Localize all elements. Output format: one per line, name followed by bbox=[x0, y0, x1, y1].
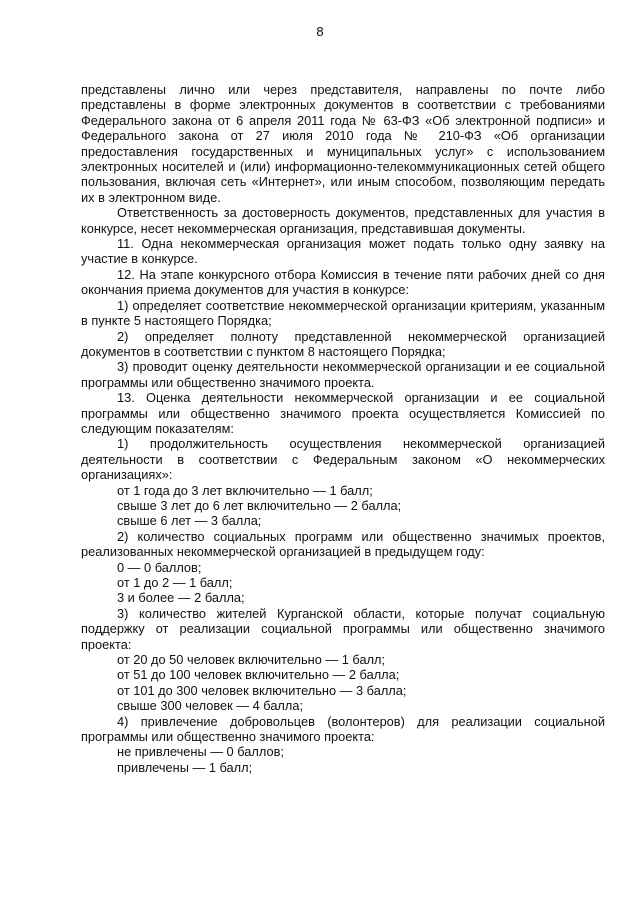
score-line: от 20 до 50 человек включительно — 1 балл; bbox=[117, 652, 386, 668]
document-body bbox=[81, 82, 605, 775]
paragraph: 11. Одна некоммерческая организация может подать только одну заявку на участие в конкурсе. bbox=[81, 236, 605, 267]
score-line: свыше 6 лет — 3 балла; bbox=[117, 513, 262, 529]
paragraph: 12. На этапе конкурсного отбора Комиссия в течение пяти рабочих дней со дня окончания приема документов для участия в конкурсе: bbox=[81, 266, 605, 298]
paragraph: 13. Оценка деятельности некоммерческой организации и ее социальной программы или общественно значимого проекта осуществляется Комиссией по следующим показателям: bbox=[81, 390, 605, 436]
score-line: от 101 до 300 человек включительно — 3 балла; bbox=[117, 682, 407, 698]
score-line: от 1 года до 3 лет включительно — 1 балл; bbox=[117, 482, 373, 498]
paragraph: 3) количество жителей Курганской области, которые получат социальную поддержку от реализации социальной программы или общественно значимого проекта: bbox=[81, 605, 605, 652]
score-line: 3 и более — 2 балла; bbox=[117, 590, 245, 606]
paragraph: представлены лично или через представителя, направлены по почте либо представлены в форме электронных документов в соответствии с требованиями Федерального закона от 6 апреля 2011 года № 63-ФЗ «Об электронной подписи» и Федерального закона от 27 июля 2010 года № 210-ФЗ «Об организации предоставления государственных и муниципальных услуг» с использованием электронных носителей и (или) информационно-телекоммуникационных сетей общего пользования, включая сеть «Интернет», или иным способом, позволяющим передать их в электронном виде. bbox=[81, 82, 605, 205]
page-number: 8 bbox=[316, 24, 324, 39]
paragraph: 3) проводит оценку деятельности некоммерческой организации и ее социальной программы или общественно значимого проекта. bbox=[81, 359, 605, 390]
paragraph: 2) количество социальных программ или общественно значимых проектов, реализованных некоммерческой организацией в предыдущем году: bbox=[81, 528, 605, 560]
paragraph: 2) определяет полноту представленной некоммерческой организацией документов в соответствии с пунктом 8 настоящего Порядка; bbox=[81, 328, 605, 359]
paragraph: 1) продолжительность осуществления некоммерческой организацией деятельности в соответствии с Федеральным законом «О некоммерческих организациях»: bbox=[81, 436, 605, 483]
score-line: 0 — 0 баллов; bbox=[117, 559, 202, 575]
score-line: свыше 3 лет до 6 лет включительно — 2 балла; bbox=[117, 497, 402, 513]
paragraph: 1) определяет соответствие некоммерческой организации критериям, указанным в пункте 5 настоящего Порядка; bbox=[81, 297, 605, 329]
paragraph: 4) привлечение добровольцев (волонтеров) для реализации социальной программы или общественно значимого проекта: bbox=[81, 713, 605, 745]
paragraph: Ответственность за достоверность документов, представленных для участия в конкурсе, несет некоммерческая организация, представившая документы. bbox=[81, 205, 605, 236]
score-line: свыше 300 человек — 4 балла; bbox=[117, 698, 304, 714]
score-line: привлечены — 1 балл; bbox=[117, 759, 253, 775]
score-line: от 1 до 2 — 1 балл; bbox=[117, 575, 233, 590]
score-line: от 51 до 100 человек включительно — 2 балла; bbox=[117, 667, 400, 683]
score-line: не привлечены — 0 баллов; bbox=[117, 744, 284, 760]
